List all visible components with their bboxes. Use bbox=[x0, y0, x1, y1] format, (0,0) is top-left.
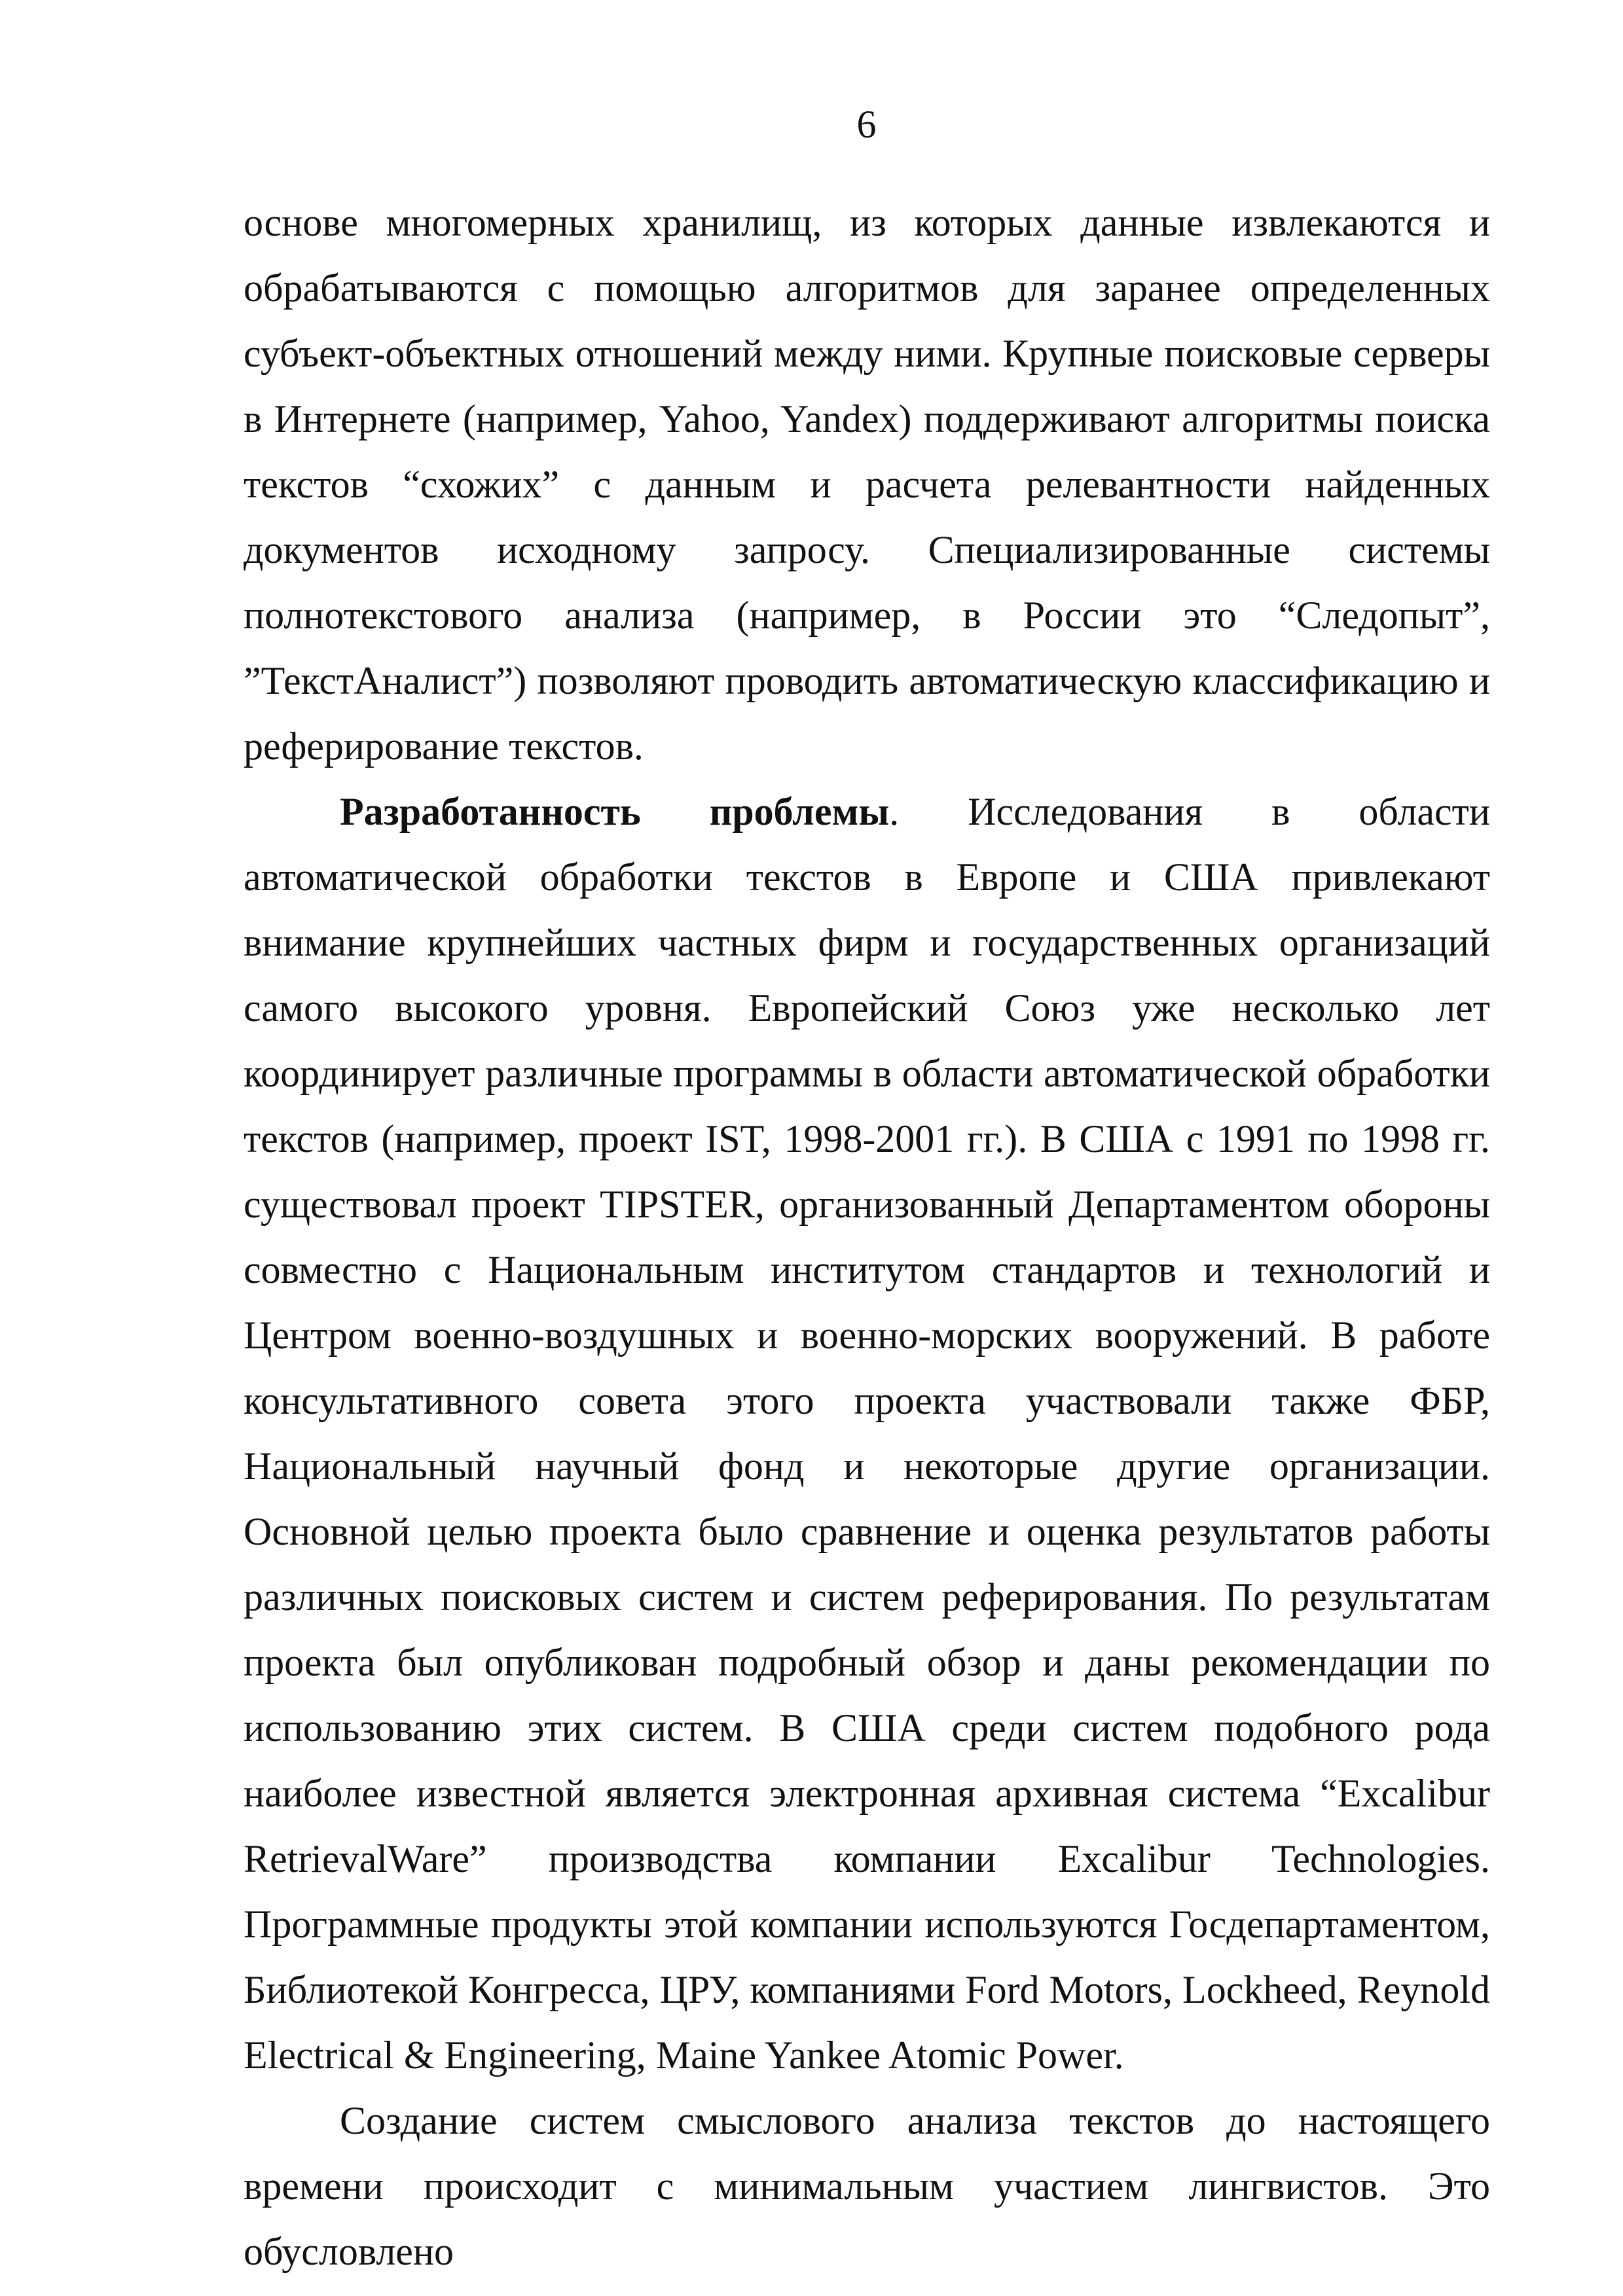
paragraph-heading: Разработанность проблемы bbox=[340, 790, 890, 833]
page-number: 6 bbox=[856, 103, 877, 146]
paragraph-problem-development bbox=[244, 779, 1490, 2088]
paragraph-intro-continuation: основе многомерных хранилищ, из которых данные извлекаются и обрабатываются с помощью алгоритмов для заранее определенных субъект-объектных отношений между ними. Крупные поисковые серверы в Интернете (например, Yahoo, Yandex) поддерживают алгоритмы поиска текстов “схожих” с данным и расчета релевантности найденных документов исходному запросу. Специализированные системы полнотекстового анализа (например, в России это “Следопыт”, ”ТекстАналист”) позволяют проводить автоматическую классификацию и реферирование текстов. bbox=[244, 201, 1490, 768]
paragraph-semantic-analysis: Создание систем смыслового анализа текстов до настоящего времени происходит с минимальным участием лингвистов. Это обусловлено bbox=[244, 2099, 1490, 2273]
paragraph-body: . Исследования в области автоматической обработки текстов в Европе и США привлекают внимание крупнейших частных фирм и государственных организаций самого высокого уровня. Европейский Союз уже несколько лет координирует различные программы в области автоматической обработки текстов (например, проект IST, 1998-2001 гг.). В США с 1991 по 1998 гг. существовал проект TIPSTER, организованный Департаментом обороны совместно с Национальным институтом стандартов и технологий и Центром военно-воздушных и военно-морских вооружений. В работе консультативного совета этого проекта участвовали также ФБР, Национальный научный фонд и некоторые другие организации. Основной целью проекта было сравнение и оценка результатов работы различных поисковых систем и систем реферирования. По результатам проекта был опубликован подробный обзор и даны рекомендации по использованию этих систем. В США среди систем подобного рода наиболее известной является электронная архивная система “Excalibur RetrievalWare” производства компании Excalibur Technologies. Программные продукты этой компании используются Госдепартаментом, Библиотекой Конгресса, ЦРУ, компаниями Ford Motors, Lockheed, Reynold Electrical & Engineering, Maine Yankee Atomic Power. bbox=[244, 790, 1490, 2077]
document-body bbox=[244, 190, 1490, 2284]
